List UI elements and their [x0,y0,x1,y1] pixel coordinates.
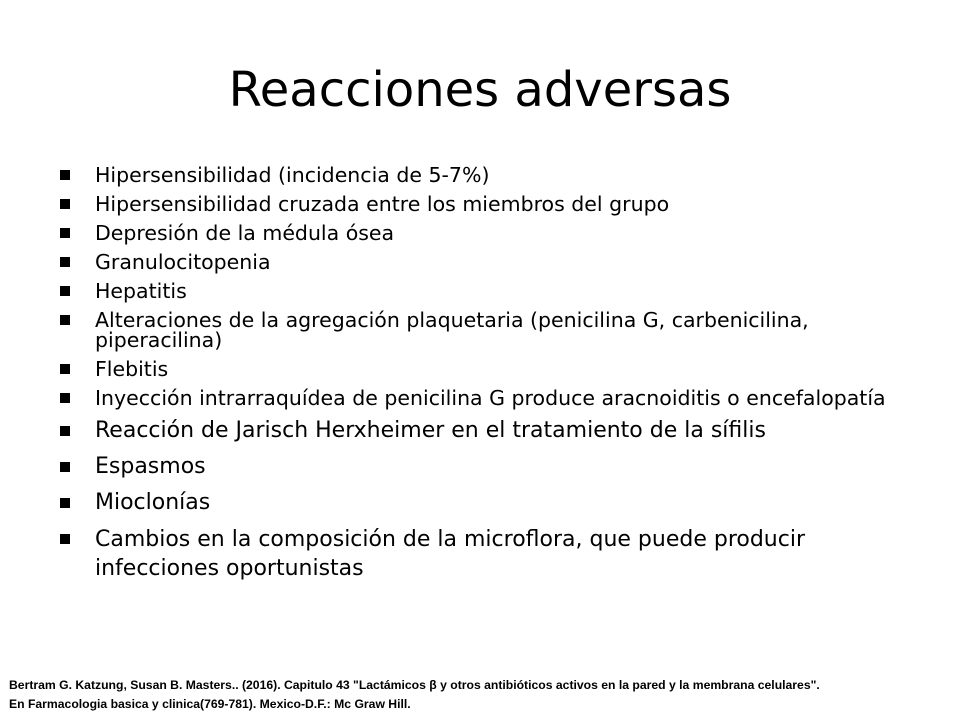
square-bullet-icon [60,315,70,325]
list-item [60,310,920,350]
list-item [60,453,920,481]
square-bullet-icon [60,393,70,403]
list-item [60,281,920,301]
square-bullet-icon [60,257,70,267]
bullet-text: Hipersensibilidad cruzada entre los miembros del grupo [95,192,670,216]
bullet-text: Reacción de Jarisch Herxheimer en el tratamiento de la sífilis [95,418,766,443]
bullet-text: Granulocitopenia [95,250,271,274]
reference-line: En Farmacologia basica y clinica(769-781). Mexico-D.F.: Mc Graw Hill. [9,697,411,711]
bullet-text: Flebitis [95,357,169,381]
square-bullet-icon [60,170,70,180]
bullet-text: Alteraciones de la agregación plaquetaria (penicilina G, carbenicilina, piperacilina) [95,308,809,352]
bullet-list [60,165,920,592]
bullet-text: Inyección intrarraquídea de penicilina G produce aracnoiditis o encefalopatía [95,386,886,410]
list-item [60,489,920,517]
reference-line: Bertram G. Katzung, Susan B. Masters.. (2016). Capitulo 43 "Lactámicos β y otros antibióticos activos en la pared y la membrana celulares". [9,678,820,692]
list-item [60,165,920,185]
bullet-text: Espasmos [95,454,206,479]
bullet-text: Cambios en la composición de la microflora, que puede producir infecciones oportunistas [95,527,806,581]
square-bullet-icon [60,534,70,544]
reference-citation [9,676,954,714]
slide-title: Reacciones adversas [228,62,732,118]
list-item [60,388,920,408]
bullet-text: Mioclonías [95,490,211,515]
square-bullet-icon [60,498,70,508]
list-item [60,525,920,583]
square-bullet-icon [60,462,70,472]
square-bullet-icon [60,286,70,296]
list-item [60,417,920,445]
square-bullet-icon [60,228,70,238]
list-item [60,223,920,243]
bullet-text: Depresión de la médula ósea [95,221,395,245]
square-bullet-icon [60,364,70,374]
square-bullet-icon [60,199,70,209]
bullet-text: Hepatitis [95,279,187,303]
list-item [60,359,920,379]
list-item [60,194,920,214]
square-bullet-icon [60,426,70,436]
bullet-text: Hipersensibilidad (incidencia de 5-7%) [95,163,490,187]
list-item [60,252,920,272]
